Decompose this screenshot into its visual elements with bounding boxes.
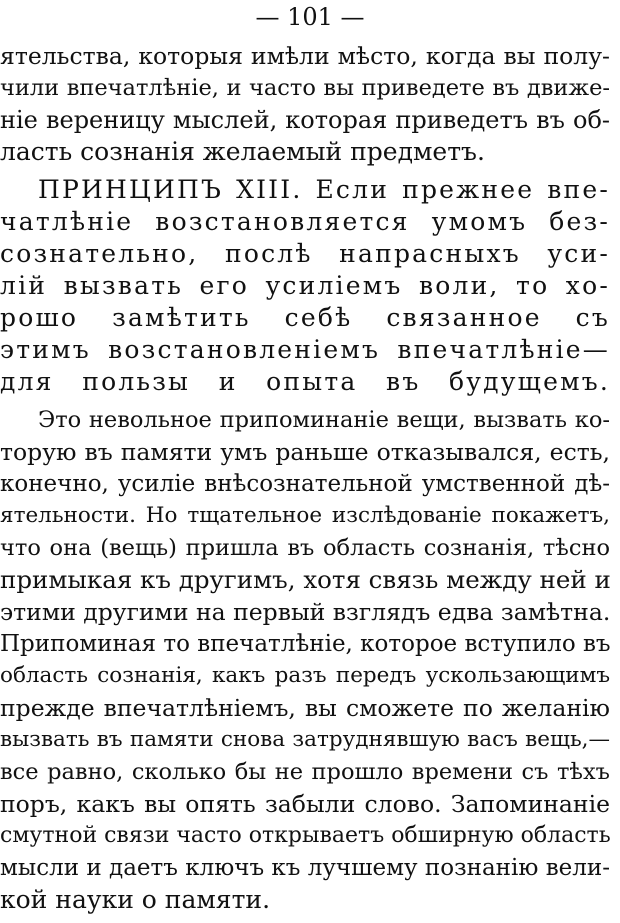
text-line: мысли и даетъ ключъ къ лучшему познанію вели- xyxy=(0,855,610,881)
text-line: конечно, усиліе внѣсознательной умственной дѣ- xyxy=(0,471,610,497)
text-line: кой науки о памяти. xyxy=(0,885,271,914)
text-line: Припоминая то впечатлѣніе, которое вступило въ xyxy=(0,631,611,657)
text-line: торую въ памяти умъ раньше отказывался, есть, xyxy=(0,438,610,466)
text-line: этими другими на первый взглядъ едва замѣтна. xyxy=(0,598,611,626)
text-line: смутной связи часто открываетъ обширную область xyxy=(0,823,611,848)
text-line: чили впечатлѣніе, и часто вы приведете въ движе- xyxy=(0,75,610,101)
text-line: прежде впечатлѣніемъ, вы сможете по желанію xyxy=(0,694,610,722)
text-line: примыкая къ другимъ, хотя связь между ней и xyxy=(0,565,611,594)
principle-heading-line: ПРИНЦИПЪ XIII. Если прежнее впе- xyxy=(38,175,610,204)
principle-line: для пользы и опыта въ будущемъ. xyxy=(0,367,610,396)
principle-line: лій вызвать его усиліемъ воли, то хо- xyxy=(0,271,610,300)
text-line: вызвать въ памяти снова затруднявшую васъ вещь,— xyxy=(0,727,610,752)
principle-line: этимъ возстановленіемъ впечатлѣніе— xyxy=(0,335,610,364)
principle-line: чатлѣніе возстановляется умомъ без- xyxy=(0,207,610,236)
text-line: ласть сознанія желаемый предметъ. xyxy=(0,137,485,166)
principle-line: сознательно, послѣ напрасныхъ уси- xyxy=(0,239,610,268)
text-line: поръ, какъ вы опять забыли слово. Запоминаніе xyxy=(0,790,610,818)
text-line: область сознанія, какъ разъ передъ ускользающимъ xyxy=(0,663,610,688)
text-line: ятельства, которыя имѣли мѣсто, когда вы полу- xyxy=(0,42,610,70)
principle-line: рошо замѣтить себѣ связанное съ xyxy=(0,303,610,332)
page-number: — 101 — xyxy=(255,3,365,31)
text-line: что она (вещь) пришла въ область сознанія, тѣсно xyxy=(0,535,610,561)
text-line: все равно, сколько бы не прошло времени съ тѣхъ xyxy=(0,759,610,785)
text-line: ятельности. Но тщательное изслѣдованіе покажетъ, xyxy=(0,503,610,528)
text-line: Это невольное припоминаніе вещи, вызвать ко- xyxy=(38,407,610,433)
text-line: ніе вереницу мыслей, которая приведетъ въ об- xyxy=(0,106,610,134)
